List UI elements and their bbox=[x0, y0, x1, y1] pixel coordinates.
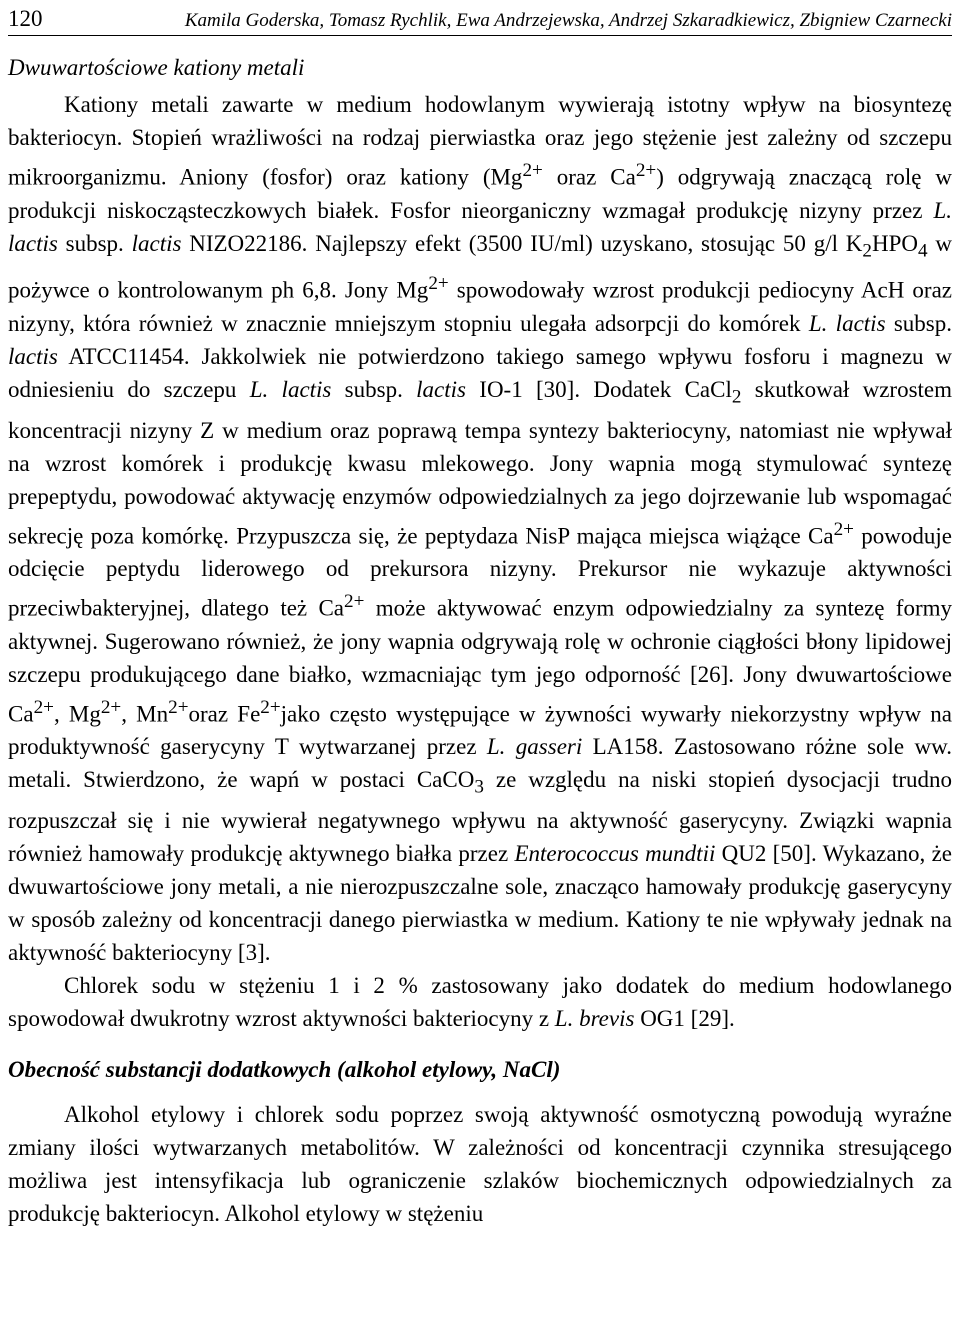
paragraph-ethanol-nacl: Alkohol etylowy i chlorek sodu poprzez swoją aktywność osmotyczną powodują wyraźne zmiany ilości wytwarzanych metabolitów. W zależności od koncentracji czynnika stresującego możliwa jest intensyfikacja lub ograniczenie szlaków biochemicznych odpowiedzialnych za produkcję bakteriocyn. Alkohol etylowy w stężeniu bbox=[8, 1102, 952, 1227]
running-header bbox=[8, 0, 952, 36]
header-authors: Kamila Goderska, Tomasz Rychlik, Ewa Andrzejewska, Andrzej Szkaradkiewicz, Zbigniew Czarnecki bbox=[184, 10, 952, 31]
paragraph-sodium-chloride: Chlorek sodu w stężeniu 1 i 2 % zastosowany jako dodatek do medium hodowlanego spowodował dwukrotny wzrost aktywności bakteriocyny z L. brevis OG1 [29]. bbox=[8, 973, 952, 1032]
paragraph-metal-cations: Kationy metali zawarte w medium hodowlanym wywierają istotny wpływ na biosyntezę bakteriocyn. Stopień wrażliwości na rodzaj pierwiastka oraz jego stężenie jest zależny od szczepu mikroorganizmu. Aniony (fosfor) oraz kationy ($Mg^{2+}$ oraz $Ca^{2+}$) odgrywają znaczącą rolę w produkcji niskocząsteczkowych białek. Fosfor nieorganiczny wzmagał produkcję nizyny przez L. lactis subsp. lactis NIZO22186. Najlepszy efekt (3500 IU/ml) uzyskano, stosując 50 g/l $K_2HPO_4$ w pożywce o kontrolowanym ph 6,8. Jony $Mg^{2+}$ spowodowały wzrost produkcji pediocyny AcH oraz nizyny, która również w znacznie mniejszym stopniu ulegała adsorpcji do komórek L. lactis subsp. lactis ATCC11454. Jakkolwiek nie potwierdzono takiego samego wpływu fosforu i magnezu w odniesieniu do szczepu L. lactis subsp. lactis IO-1 [30]. Dodatek CaCl$_2$ skutkował wzrostem koncentracji nizyny Z w medium oraz poprawą tempa syntezy bakteriocyny, natomiast nie wpływał na wzrost komórek i produkcję kwasu mlekowego. Jony wapnia mogą stymulować syntezę prepeptydu, powodować aktywację enzymów odpowiedzialnych za jego dojrzewanie lub wspomagać sekrecję poza komórkę. Przypuszcza się, że peptydaza NisP mająca miejsca wiążące $Ca^{2+}$ powoduje odcięcie peptydu liderowego od prekursora nizyny. Prekursor nie wykazuje aktywności przeciwbakteryjnej, dlatego też $Ca^{2+}$ może aktywować enzym odpowiedzialny za syntezę formy aktywnej. Sugerowano również, że jony wapnia odgrywają rolę w ochronie ciągłości błony lipidowej szczepu produkującego dane białko, wzmacniając tym jego odporność [26]. Jony dwuwartościowe $Ca^{2+}$, $Mg^{2+}$, $Mn^{2+}oraz$ $Fe^{2+}jako$ często występujące w żywności wywarły niekorzystny wpływ na produktywność gaserycyny T wytwarzanej przez L. gasseri LA158. Zastosowano różne sole ww. metali. Stwierdzono, że wapń w postaci CaCO$_3$ ze względu na niski stopień dysocjacji trudno rozpuszczał się i nie wywierał negatywnego wpływu na aktywność gaserycyny. Związki wapnia również hamowały produkcję aktywnego białka przez Enterococcus mundtii QU2 [50]. Wykazano, że dwuwartościowe jony metali, a nie nierozpuszczalne sole, znacząco hamowały produkcję gaserycyny w sposób zależny od koncentracji danego pierwiastka w medium. Kationy te nie wpływały jednak na aktywność bakteriocyny [3]. bbox=[8, 92, 953, 966]
page-number: 120 bbox=[8, 6, 43, 31]
section-heading-additional-substances: Obecność substancji dodatkowych (alkohol etylowy, NaCl) bbox=[8, 1057, 561, 1083]
section-heading-metal-cations: Dwuwartościowe kationy metali bbox=[8, 55, 305, 80]
